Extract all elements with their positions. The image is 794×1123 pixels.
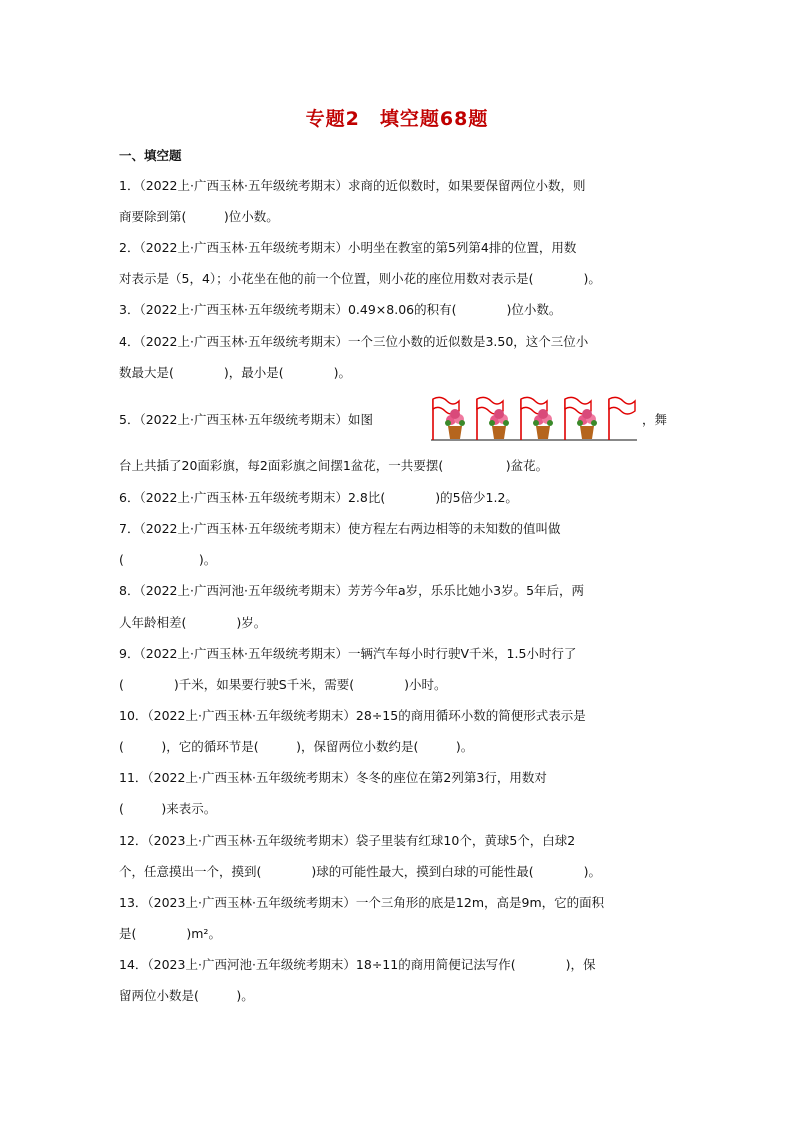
flag-icon	[609, 397, 635, 440]
question-9-line-2: ( )千米，如果要行驶S千米，需要( )小时。	[119, 677, 447, 692]
flags-and-flowers-figure	[431, 395, 637, 441]
section-heading: 一、填空题	[119, 148, 182, 163]
question-7-line-2: ( )。	[119, 552, 217, 567]
question-3: 3．（2022上·广西玉林·五年级统考期末）0.49×8.06的积有( )位小数。	[119, 302, 562, 317]
question-12-line-2: 个，任意摸出一个，摸到( )球的可能性最大，摸到白球的可能性最( )。	[119, 864, 602, 879]
question-11-line-2: ( )来表示。	[119, 801, 217, 816]
question-10-line-2: ( )，它的循环节是( )，保留两位小数约是( )。	[119, 739, 474, 754]
page-title: 专题2 填空题68题	[305, 108, 489, 130]
question-4-line-2: 数最大是( )，最小是( )。	[119, 365, 352, 380]
question-5-line-1-end: ，舞	[642, 412, 668, 427]
question-2-line-1: 2．（2022上·广西玉林·五年级统考期末）小明坐在教室的第5列第4排的位置，用数	[119, 240, 577, 255]
question-1-line-2: 商要除到第( )位小数。	[119, 209, 279, 224]
question-10-line-1: 10．（2022上·广西玉林·五年级统考期末）28÷15的商用循环小数的简便形式表示是	[119, 708, 586, 723]
question-8-line-2: 人年龄相差( )岁。	[119, 615, 267, 630]
question-4-line-1: 4．（2022上·广西玉林·五年级统考期末）一个三位小数的近似数是3.50，这个三位小	[119, 334, 589, 349]
question-13-line-2: 是( )m²。	[119, 926, 221, 941]
question-9-line-1: 9．（2022上·广西玉林·五年级统考期末）一辆汽车每小时行驶V千米，1.5小时行了	[119, 646, 577, 661]
question-14-line-2: 留两位小数是( )。	[119, 988, 254, 1003]
question-8-line-1: 8．（2022上·广西河池·五年级统考期末）芳芳今年a岁，乐乐比她小3岁。5年后，两	[119, 583, 585, 598]
question-5-line-1: 5．（2022上·广西玉林·五年级统考期末）如图	[119, 412, 373, 427]
question-12-line-1: 12．（2023上·广西玉林·五年级统考期末）袋子里装有红球10个，黄球5个，白球2	[119, 833, 576, 848]
question-7-line-1: 7．（2022上·广西玉林·五年级统考期末）使方程左右两边相等的未知数的值叫做	[119, 521, 561, 536]
question-14-line-1: 14．（2023上·广西河池·五年级统考期末）18÷11的商用简便记法写作( )，保	[119, 957, 596, 972]
question-2-line-2: 对表示是（5，4）；小花坐在他的前一个位置，则小花的座位用数对表示是( )。	[119, 271, 601, 286]
question-1-line-1: 1．（2022上·广西玉林·五年级统考期末）求商的近似数时，如果要保留两位小数，则	[119, 178, 586, 193]
question-6: 6．（2022上·广西玉林·五年级统考期末）2.8比( )的5倍少1.2。	[119, 490, 518, 505]
question-11-line-1: 11．（2022上·广西玉林·五年级统考期末）冬冬的座位在第2列第3行，用数对	[119, 770, 547, 785]
question-5-line-2: 台上共插了20面彩旗，每2面彩旗之间摆1盆花，一共要摆( )盆花。	[119, 458, 549, 473]
question-13-line-1: 13．（2023上·广西玉林·五年级统考期末）一个三角形的底是12m，高是9m，它的面积	[119, 895, 605, 910]
